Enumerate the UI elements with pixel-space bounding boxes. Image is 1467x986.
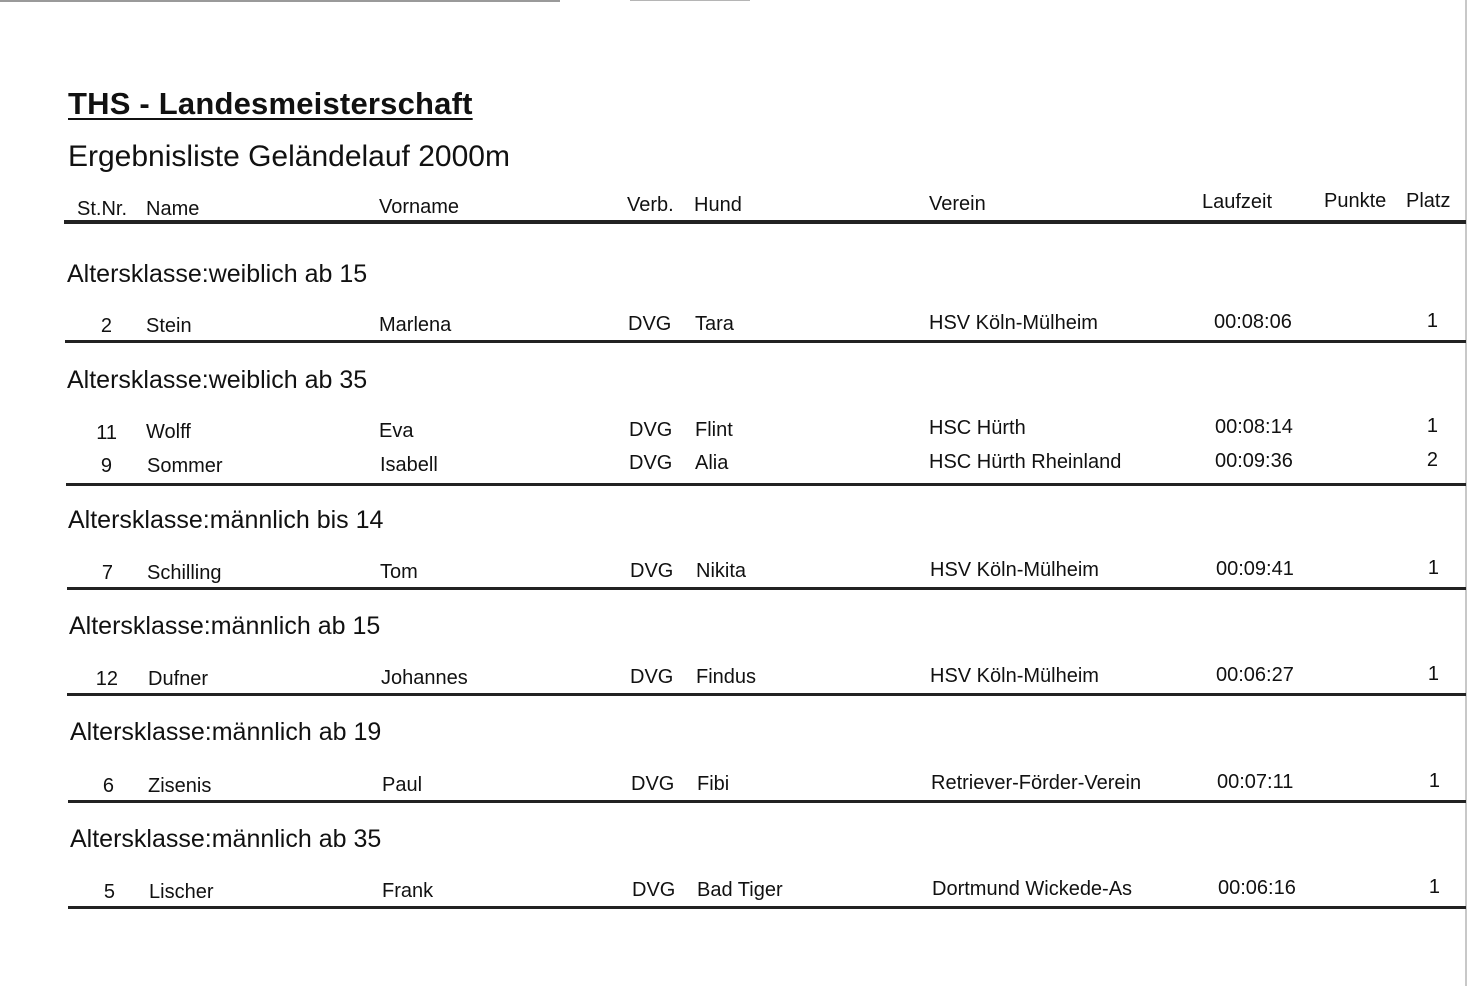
- section-divider: [67, 587, 1466, 590]
- result-row: [0, 449, 1467, 482]
- vorname-cell: Eva: [379, 420, 414, 442]
- verein-cell: HSC Hürth Rheinland: [929, 451, 1122, 473]
- laufzeit-cell: 00:09:41: [1216, 558, 1294, 580]
- section-heading-maennlich-bis-14: Altersklasse:männlich bis 14: [68, 506, 384, 534]
- section-heading-maennlich-ab-15: Altersklasse:männlich ab 15: [69, 612, 381, 640]
- platz-cell: 1: [1426, 415, 1438, 437]
- column-header-verb: Verb.: [627, 194, 674, 216]
- column-header-hund: Hund: [694, 194, 742, 216]
- document-subtitle: Ergebnisliste Geländelauf 2000m: [68, 140, 510, 173]
- platz-cell: 1: [1427, 663, 1439, 685]
- hund-cell: Flint: [695, 419, 733, 441]
- column-header-name: Name: [146, 198, 200, 220]
- laufzeit-cell: 00:07:11: [1217, 771, 1294, 793]
- verb-cell: DVG: [629, 452, 673, 474]
- column-header-stnr: St.Nr.: [77, 198, 128, 220]
- verein-cell: Dortmund Wickede-As: [932, 878, 1133, 900]
- hund-cell: Findus: [696, 666, 757, 688]
- verb-cell: DVG: [630, 560, 674, 582]
- vorname-cell: Tom: [380, 561, 418, 583]
- laufzeit-cell: 00:08:06: [1214, 311, 1292, 333]
- section-divider: [68, 800, 1466, 803]
- column-header-platz: Platz: [1406, 190, 1451, 212]
- document-title: THS - Landesmeisterschaft: [68, 86, 473, 121]
- stnr-cell: 2: [100, 315, 112, 337]
- laufzeit-cell: 00:06:27: [1216, 664, 1294, 686]
- verb-cell: DVG: [632, 879, 676, 901]
- vorname-cell: Johannes: [381, 667, 468, 689]
- hund-cell: Nikita: [696, 560, 747, 582]
- hund-cell: Tara: [695, 313, 734, 335]
- column-header-verein: Verein: [929, 193, 986, 215]
- vorname-cell: Marlena: [379, 314, 452, 336]
- verein-cell: HSC Hürth: [929, 417, 1026, 439]
- stnr-cell: 6: [102, 775, 114, 797]
- platz-cell: 1: [1428, 876, 1440, 898]
- verb-cell: DVG: [631, 773, 675, 795]
- laufzeit-cell: 00:09:36: [1215, 450, 1293, 472]
- column-header-vorname: Vorname: [379, 196, 460, 218]
- section-heading-weiblich-ab-35: Altersklasse:weiblich ab 35: [67, 366, 368, 394]
- result-row: [0, 310, 1467, 343]
- section-heading-weiblich-ab-15: Altersklasse:weiblich ab 15: [67, 260, 368, 288]
- section-divider: [65, 340, 1466, 343]
- section-heading-maennlich-ab-35: Altersklasse:männlich ab 35: [70, 825, 382, 853]
- verein-cell: Retriever-Förder-Verein: [931, 772, 1142, 794]
- stnr-cell: 12: [95, 668, 118, 690]
- scan-edge-top: [0, 0, 560, 2]
- hund-cell: Alia: [695, 452, 729, 474]
- result-row: [0, 665, 1467, 695]
- column-header-laufzeit: Laufzeit: [1202, 191, 1273, 213]
- stnr-cell: 11: [96, 422, 117, 444]
- verein-cell: HSV Köln-Mülheim: [929, 312, 1098, 334]
- verein-cell: HSV Köln-Mülheim: [930, 559, 1099, 581]
- column-header-row: [0, 188, 1467, 218]
- hund-cell: Fibi: [697, 773, 730, 795]
- laufzeit-cell: 00:06:16: [1218, 877, 1296, 899]
- section-divider: [66, 483, 1466, 486]
- header-divider: [64, 220, 1466, 224]
- platz-cell: 1: [1426, 310, 1438, 332]
- vorname-cell: Isabell: [380, 454, 438, 476]
- name-cell: Stein: [146, 315, 192, 337]
- result-row: [0, 559, 1467, 589]
- hund-cell: Bad Tiger: [697, 879, 783, 901]
- verb-cell: DVG: [629, 419, 673, 441]
- result-row: [0, 772, 1467, 802]
- stnr-cell: 7: [101, 562, 113, 584]
- verb-cell: DVG: [630, 666, 674, 688]
- column-header-punkte: Punkte: [1324, 190, 1387, 212]
- platz-cell: 1: [1428, 770, 1440, 792]
- platz-cell: 2: [1426, 449, 1438, 471]
- scan-edge-top-fragment: [630, 0, 750, 1]
- verein-cell: HSV Köln-Mülheim: [930, 665, 1099, 687]
- stnr-cell: 5: [103, 881, 115, 903]
- name-cell: Zisenis: [148, 775, 212, 797]
- stnr-cell: 9: [100, 455, 112, 477]
- verb-cell: DVG: [628, 313, 672, 335]
- section-heading-maennlich-ab-19: Altersklasse:männlich ab 19: [70, 718, 382, 746]
- name-cell: Sommer: [147, 455, 223, 477]
- vorname-cell: Frank: [382, 880, 434, 902]
- name-cell: Lischer: [149, 881, 214, 903]
- name-cell: Dufner: [148, 668, 209, 690]
- vorname-cell: Paul: [382, 774, 423, 796]
- name-cell: Wolff: [146, 421, 191, 443]
- section-divider: [67, 693, 1466, 696]
- name-cell: Schilling: [147, 562, 222, 584]
- laufzeit-cell: 00:08:14: [1215, 416, 1293, 438]
- result-row: [0, 415, 1467, 449]
- platz-cell: 1: [1427, 557, 1439, 579]
- result-row: [0, 878, 1467, 908]
- section-divider: [68, 906, 1466, 909]
